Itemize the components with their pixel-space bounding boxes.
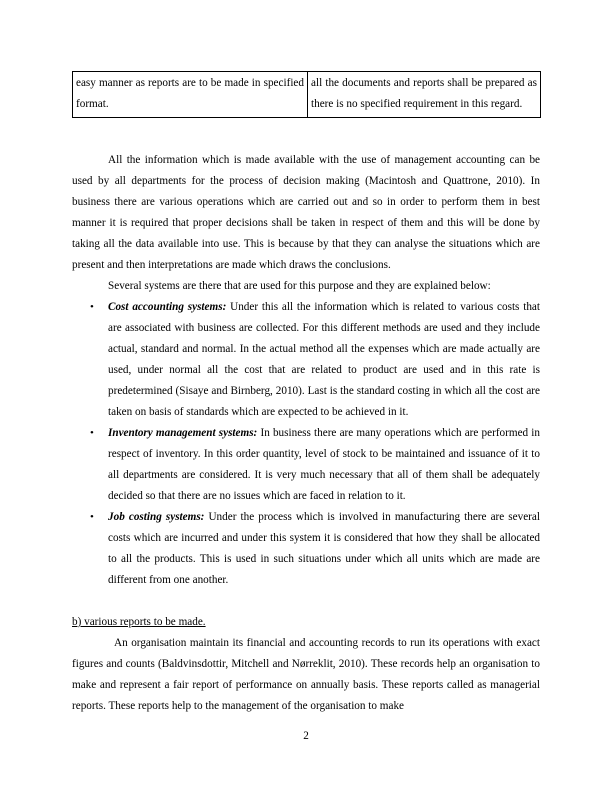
list-item-cost-accounting: [90, 297, 541, 423]
table-cell-right: all the documents and reports shall be prepared as there is no specified requirement in this regard.: [308, 72, 541, 118]
paragraph-decision-making: All the information which is made available with the use of management accounting can be used by all departments for the process of decision making (Macintosh and Quattrone, 2010). In business there are various operations which are carried out and so in order to perform them in best manner it is required that proper decisions shall be taken in respect of them and this will be done by taking all the data available into use. This is because by that they can analyse the situations which are present and then interpretations are made which draws the conclusions.: [72, 154, 540, 271]
paragraph-systems-intro: Several systems are there that are used for this purpose and they are explained below:: [108, 280, 491, 292]
paragraph-reports: An organisation maintain its financial and accounting records to run its operations with exact figures and counts (Baldvinsdottir, Mitchell and Nørreklit, 2010). These records help an organisation to make and represent a fair report of performance on annually basis. These reports called as managerial reports. These reports help to the management of the organisation to make: [72, 637, 540, 712]
bullet-text: In business there are many operations which are performed in respect of inventory. In this order quantity, level of stock to be maintained and issuance of it to all departments are considered. It is very much necessary that all of them shall be adequately decided so that there are no issues which are faced in relation to it.: [108, 427, 541, 502]
list-item-inventory-management: [90, 423, 541, 507]
continuation-table: [72, 71, 541, 118]
bullet-title: Cost accounting systems:: [108, 301, 227, 313]
bullet-icon: •: [90, 427, 94, 439]
table-row: [73, 72, 541, 118]
bullet-icon: •: [90, 301, 94, 313]
bullet-text: Under this all the information which is related to various costs that are associated with business are collected. For this different methods are used and they include actual, standard and normal. In the actual method all the expenses which are made actually are used, under normal all the cost that are related to product are used and in this rate is predetermined (Sisaye and Birnberg, 2010). Last is the standard costing in which all the cost are taken on basis of standards which are expected to be achieved in it.: [108, 301, 541, 418]
bullet-title: Job costing systems:: [108, 511, 205, 523]
section-heading-b: b) various reports to be made.: [72, 616, 206, 628]
list-item-job-costing: [90, 507, 540, 591]
bullet-icon: •: [90, 511, 94, 523]
page-number: 2: [303, 730, 309, 742]
systems-bullet-list: [90, 297, 541, 591]
bullet-text: Under the process which is involved in manufacturing there are several costs which are incurred and under this system it is considered that how they shall be allocated to all the products. This is used in such situations under which all units which are made are different from one another.: [108, 511, 540, 586]
table-cell-left: easy manner as reports are to be made in specified format.: [73, 72, 308, 118]
bullet-title: Inventory management systems:: [108, 427, 258, 439]
